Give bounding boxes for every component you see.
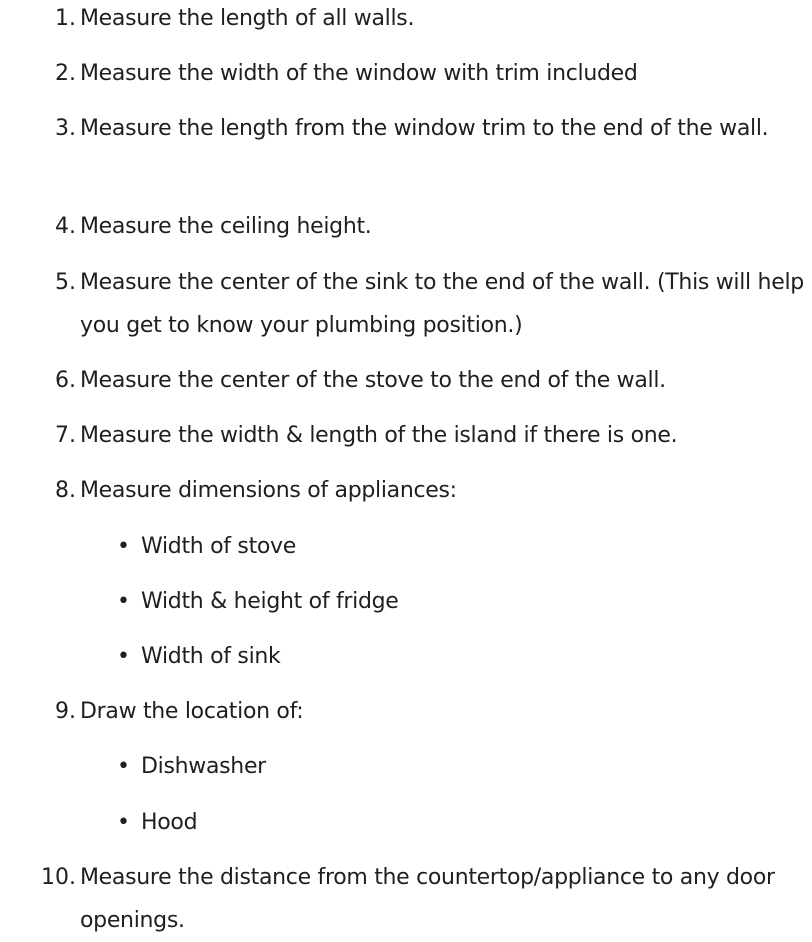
- step-4-number: 4.: [55, 214, 76, 239]
- step-9-subitem: Dishwasher: [141, 754, 266, 779]
- step-4-text: Measure the ceiling height.: [80, 214, 372, 239]
- bullet-marker: •: [117, 754, 130, 779]
- step-2-text: Measure the width of the window with trim included: [80, 61, 638, 86]
- step-8-number: 8.: [55, 478, 76, 503]
- step-9-text: Draw the location of:: [80, 699, 304, 724]
- step-6-text: Measure the center of the stove to the end of the wall.: [80, 368, 666, 393]
- step-5-text: Measure the center of the sink to the end of the wall. (This will help you get to know your plumbing position.): [80, 270, 804, 338]
- step-3-number: 3.: [55, 116, 76, 141]
- step-10-text: Measure the distance from the countertop/appliance to any door openings.: [80, 865, 775, 933]
- step-3-text: Measure the length from the window trim to the end of the wall.: [80, 116, 769, 141]
- step-8-subitem: Width & height of fridge: [141, 589, 399, 614]
- step-2-number: 2.: [55, 61, 76, 86]
- step-8-subitem: Width of stove: [141, 534, 297, 559]
- step-9-number: 9.: [55, 699, 76, 724]
- bullet-marker: •: [117, 589, 130, 614]
- bullet-marker: •: [117, 534, 130, 559]
- step-6-number: 6.: [55, 368, 76, 393]
- step-1-number: 1.: [55, 6, 76, 31]
- bullet-marker: •: [117, 810, 130, 835]
- step-1-text: Measure the length of all walls.: [80, 6, 415, 31]
- step-8-text: Measure dimensions of appliances:: [80, 478, 457, 503]
- step-10-number: 10.: [41, 865, 76, 890]
- step-7-number: 7.: [55, 423, 76, 448]
- step-9-subitem: Hood: [141, 810, 198, 835]
- step-8-subitem: Width of sink: [141, 644, 281, 669]
- step-5-number: 5.: [55, 270, 76, 295]
- bullet-marker: •: [117, 644, 130, 669]
- step-7-text: Measure the width & length of the island if there is one.: [80, 423, 678, 448]
